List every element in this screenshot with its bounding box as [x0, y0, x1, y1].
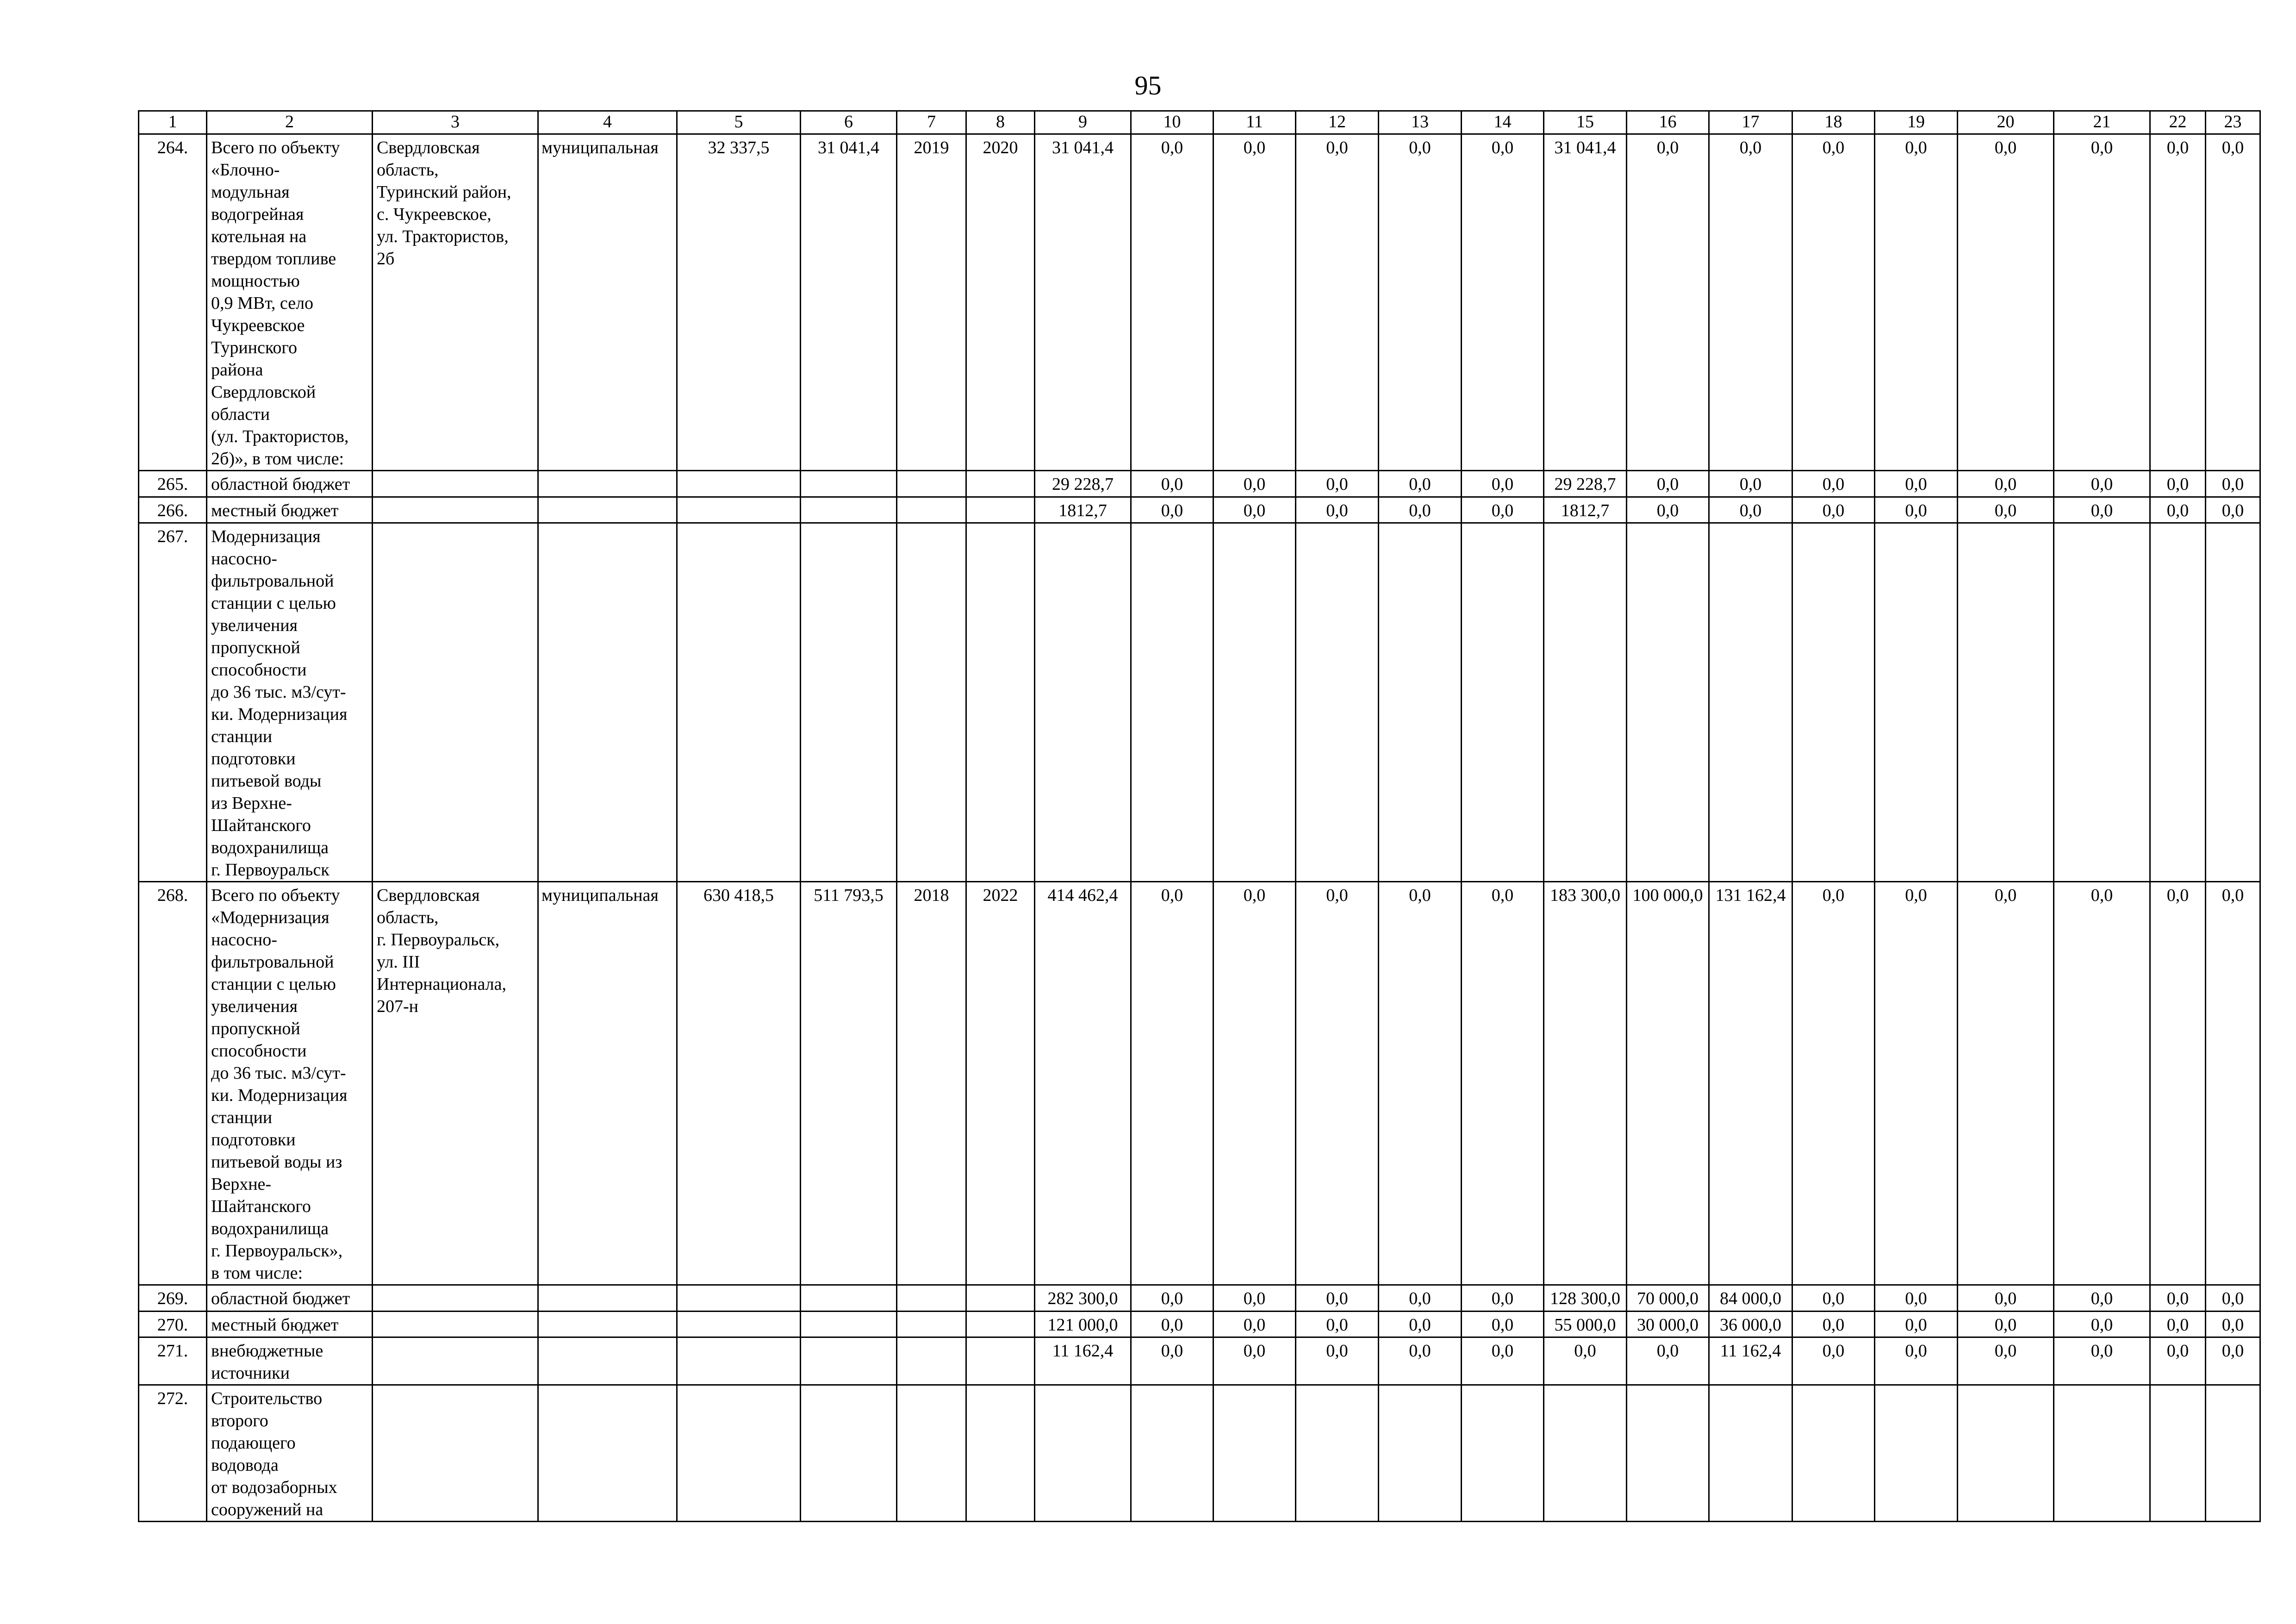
- table-cell: 0,0: [1296, 1312, 1379, 1337]
- table-row: [139, 497, 2260, 523]
- table-cell: 31 041,4: [1035, 134, 1131, 471]
- table-cell: 0,0: [1213, 1337, 1296, 1385]
- table-cell: [2054, 1385, 2150, 1522]
- table-cell: 30 000,0: [1627, 1312, 1709, 1337]
- table-cell: 100 000,0: [1627, 882, 1709, 1285]
- table-cell: [1379, 523, 1462, 882]
- table-cell: [1131, 1385, 1213, 1522]
- table-cell: [1875, 523, 1958, 882]
- table-cell: [1709, 523, 1792, 882]
- table-cell: 0,0: [2150, 471, 2206, 497]
- table-cell: [897, 1385, 966, 1522]
- table-cell: [897, 497, 966, 523]
- table-cell: [1627, 1385, 1709, 1522]
- table-cell: 0,0: [1131, 497, 1213, 523]
- table-cell: 282 300,0: [1035, 1285, 1131, 1312]
- table-cell: 0,0: [1462, 471, 1544, 497]
- table-cell: 0,0: [1296, 497, 1379, 523]
- table-cell: 0,0: [1792, 471, 1875, 497]
- column-header: 9: [1035, 111, 1131, 134]
- column-header: 4: [538, 111, 677, 134]
- table-cell: 511 793,5: [801, 882, 897, 1285]
- table-cell: 29 228,7: [1035, 471, 1131, 497]
- table-cell: [373, 523, 538, 882]
- table-cell: [677, 1285, 801, 1312]
- table-cell: 0,0: [2206, 882, 2260, 1285]
- table-row: [139, 523, 2260, 882]
- table-cell: 0,0: [1958, 1312, 2054, 1337]
- table-cell: [801, 497, 897, 523]
- table-cell: 0,0: [2054, 471, 2150, 497]
- table-cell: 0,0: [1131, 1337, 1213, 1385]
- table-cell: 128 300,0: [1544, 1285, 1627, 1312]
- table-cell: 11 162,4: [1035, 1337, 1131, 1385]
- table-cell: [1792, 1385, 1875, 1522]
- table-cell: 1812,7: [1544, 497, 1627, 523]
- table-cell: 1812,7: [1035, 497, 1131, 523]
- column-header: 2: [207, 111, 373, 134]
- table-cell: [1462, 1385, 1544, 1522]
- table-cell: 0,0: [1131, 134, 1213, 471]
- column-header: 13: [1379, 111, 1462, 134]
- table-cell: [677, 471, 801, 497]
- row-number-cell: 268.: [139, 882, 207, 1285]
- table-cell: [373, 1385, 538, 1522]
- column-header: 20: [1958, 111, 2054, 134]
- table-cell: 32 337,5: [677, 134, 801, 471]
- table-cell: [801, 1337, 897, 1385]
- table-row: [139, 882, 2260, 1285]
- row-number-cell: 272.: [139, 1385, 207, 1522]
- table-cell: [1296, 523, 1379, 882]
- table-cell: [1627, 523, 1709, 882]
- table-cell: 0,0: [1875, 882, 1958, 1285]
- table-cell: 630 418,5: [677, 882, 801, 1285]
- table-cell: 0,0: [1296, 1337, 1379, 1385]
- table-cell: 2020: [966, 134, 1035, 471]
- table-cell: 0,0: [1875, 471, 1958, 497]
- table-cell: 0,0: [1875, 1312, 1958, 1337]
- table-cell: [373, 497, 538, 523]
- table-cell: 0,0: [2150, 1312, 2206, 1337]
- table-cell: [1958, 523, 2054, 882]
- column-header: 17: [1709, 111, 1792, 134]
- table-cell: [897, 1285, 966, 1312]
- table-cell: [1131, 523, 1213, 882]
- table-cell: 0,0: [2054, 497, 2150, 523]
- table-cell: 0,0: [2206, 497, 2260, 523]
- table-cell: 0,0: [2054, 1285, 2150, 1312]
- table-cell: [538, 1385, 677, 1522]
- table-cell: [966, 1285, 1035, 1312]
- column-header: 12: [1296, 111, 1379, 134]
- column-header: 11: [1213, 111, 1296, 134]
- row-number-cell: 264.: [139, 134, 207, 471]
- table-cell: муниципальная: [538, 134, 677, 471]
- table-cell: 0,0: [1792, 1337, 1875, 1385]
- row-number-cell: 270.: [139, 1312, 207, 1337]
- table-cell: 0,0: [1958, 471, 2054, 497]
- table-cell: 0,0: [1875, 134, 1958, 471]
- table-cell: 55 000,0: [1544, 1312, 1627, 1337]
- table-cell: [897, 1312, 966, 1337]
- table-cell: [373, 1337, 538, 1385]
- column-header: 7: [897, 111, 966, 134]
- table-cell: 0,0: [1709, 471, 1792, 497]
- table-cell: 0,0: [1792, 882, 1875, 1285]
- table-cell: 0,0: [1462, 882, 1544, 1285]
- table-cell: [801, 1312, 897, 1337]
- table-cell: 0,0: [1131, 471, 1213, 497]
- table-cell: 0,0: [1958, 1285, 2054, 1312]
- table-cell: 0,0: [2206, 1285, 2260, 1312]
- table-cell: 0,0: [1379, 471, 1462, 497]
- table-cell: 0,0: [2150, 1285, 2206, 1312]
- table-cell: 0,0: [1296, 471, 1379, 497]
- column-header: 14: [1462, 111, 1544, 134]
- table-cell: 0,0: [1296, 134, 1379, 471]
- table-cell: 0,0: [2206, 1312, 2260, 1337]
- table-cell: Модернизация насосно- фильтровальной станции с целью увеличения пропускной способности до 36 тыс. м3/сут- ки. Модернизация станции подготовки питьевой воды из Верхне- Шайтанского водохранилища г. Первоуральск: [207, 523, 373, 882]
- table-cell: 0,0: [1627, 497, 1709, 523]
- table-cell: 131 162,4: [1709, 882, 1792, 1285]
- table-row: [139, 1285, 2260, 1312]
- table-cell: 0,0: [1379, 1337, 1462, 1385]
- table-cell: 0,0: [1958, 134, 2054, 471]
- column-header: 23: [2206, 111, 2260, 134]
- table-cell: [538, 1337, 677, 1385]
- table-cell: [677, 1312, 801, 1337]
- table-cell: 0,0: [1544, 1337, 1627, 1385]
- table-cell: [1544, 1385, 1627, 1522]
- table-cell: муниципальная: [538, 882, 677, 1285]
- table-cell: 0,0: [1792, 497, 1875, 523]
- table-cell: Всего по объекту «Модернизация насосно- фильтровальной станции с целью увеличения пропускной способности до 36 тыс. м3/сут- ки. Модернизация станции подготовки питьевой воды из Верхне- Шайтанского водохранилища г. Первоуральск», в том числе:: [207, 882, 373, 1285]
- table-cell: 0,0: [2150, 497, 2206, 523]
- table-row: [139, 471, 2260, 497]
- table-cell: [1035, 523, 1131, 882]
- table-cell: [1379, 1385, 1462, 1522]
- table-cell: [801, 523, 897, 882]
- table-cell: [1709, 1385, 1792, 1522]
- column-header: 6: [801, 111, 897, 134]
- table-cell: 2019: [897, 134, 966, 471]
- table-cell: 0,0: [1792, 134, 1875, 471]
- table-cell: областной бюджет: [207, 471, 373, 497]
- table-cell: 0,0: [1131, 1285, 1213, 1312]
- column-header: 16: [1627, 111, 1709, 134]
- table-cell: [966, 1385, 1035, 1522]
- table-cell: 0,0: [1709, 134, 1792, 471]
- document-table: [138, 110, 2261, 1522]
- table-cell: [1875, 1385, 1958, 1522]
- table-row: [139, 1337, 2260, 1385]
- table-cell: Строительство второго подающего водовода от водозаборных сооружений на: [207, 1385, 373, 1522]
- table-cell: [373, 1312, 538, 1337]
- table-cell: [677, 497, 801, 523]
- row-number-cell: 269.: [139, 1285, 207, 1312]
- table-cell: 0,0: [1958, 497, 2054, 523]
- table-cell: 0,0: [1379, 497, 1462, 523]
- table-cell: 0,0: [1958, 1337, 2054, 1385]
- table-cell: [2206, 1385, 2260, 1522]
- table-cell: [2150, 523, 2206, 882]
- table-cell: местный бюджет: [207, 1312, 373, 1337]
- table-cell: [2054, 523, 2150, 882]
- table-cell: 0,0: [1627, 471, 1709, 497]
- table-cell: 29 228,7: [1544, 471, 1627, 497]
- table-cell: 0,0: [1379, 1285, 1462, 1312]
- table-cell: 0,0: [1213, 471, 1296, 497]
- table-cell: 0,0: [2054, 1337, 2150, 1385]
- table-cell: [1296, 1385, 1379, 1522]
- column-header: 8: [966, 111, 1035, 134]
- table-cell: 0,0: [1462, 1337, 1544, 1385]
- table-cell: [966, 471, 1035, 497]
- table-cell: [538, 1312, 677, 1337]
- table-cell: 0,0: [1213, 134, 1296, 471]
- table-cell: 0,0: [1213, 1285, 1296, 1312]
- table-cell: 0,0: [1213, 497, 1296, 523]
- table-cell: 0,0: [1875, 497, 1958, 523]
- table-cell: 0,0: [1379, 882, 1462, 1285]
- table-cell: 0,0: [1131, 882, 1213, 1285]
- table-cell: [1213, 1385, 1296, 1522]
- table-cell: [2206, 523, 2260, 882]
- table-cell: [801, 1285, 897, 1312]
- table-row: [139, 1312, 2260, 1337]
- table-cell: 84 000,0: [1709, 1285, 1792, 1312]
- table-cell: 0,0: [1709, 497, 1792, 523]
- table-cell: [1035, 1385, 1131, 1522]
- column-header: 5: [677, 111, 801, 134]
- table-cell: [897, 471, 966, 497]
- table-cell: 0,0: [2206, 134, 2260, 471]
- table-cell: 0,0: [1379, 134, 1462, 471]
- table-cell: 0,0: [1792, 1285, 1875, 1312]
- table-cell: 0,0: [1462, 134, 1544, 471]
- table-cell: 0,0: [1958, 882, 2054, 1285]
- table-cell: [538, 523, 677, 882]
- table-cell: 70 000,0: [1627, 1285, 1709, 1312]
- table-cell: Свердловская область, Туринский район, с. Чукреевское, ул. Трактористов, 2б: [373, 134, 538, 471]
- table-cell: [1544, 523, 1627, 882]
- table-cell: 0,0: [1792, 1312, 1875, 1337]
- table-cell: 0,0: [1379, 1312, 1462, 1337]
- table-cell: [966, 523, 1035, 882]
- table-cell: 36 000,0: [1709, 1312, 1792, 1337]
- table-cell: 0,0: [1213, 882, 1296, 1285]
- table-cell: 0,0: [2054, 134, 2150, 471]
- table-cell: [966, 1312, 1035, 1337]
- table-cell: [1213, 523, 1296, 882]
- document-table-container: [138, 110, 2261, 1522]
- table-cell: [801, 1385, 897, 1522]
- column-header: 3: [373, 111, 538, 134]
- table-cell: [677, 1385, 801, 1522]
- table-cell: 2022: [966, 882, 1035, 1285]
- table-cell: 0,0: [2054, 882, 2150, 1285]
- table-cell: [373, 471, 538, 497]
- table-cell: Всего по объекту «Блочно- модульная водогрейная котельная на твердом топливе мощностью 0,9 МВт, село Чукреевское Туринского района Свердловской области (ул. Трактористов, 2б)», в том числе:: [207, 134, 373, 471]
- table-cell: 0,0: [1131, 1312, 1213, 1337]
- table-cell: [538, 471, 677, 497]
- table-cell: 0,0: [1462, 1285, 1544, 1312]
- row-number-cell: 271.: [139, 1337, 207, 1385]
- table-cell: [538, 497, 677, 523]
- row-number-cell: 267.: [139, 523, 207, 882]
- table-cell: [677, 523, 801, 882]
- table-cell: местный бюджет: [207, 497, 373, 523]
- table-cell: 0,0: [2206, 1337, 2260, 1385]
- table-row: [139, 134, 2260, 471]
- table-cell: 0,0: [1213, 1312, 1296, 1337]
- column-header: 19: [1875, 111, 1958, 134]
- table-cell: [966, 1337, 1035, 1385]
- table-cell: 31 041,4: [801, 134, 897, 471]
- row-number-cell: 265.: [139, 471, 207, 497]
- table-cell: 0,0: [1296, 882, 1379, 1285]
- column-header: 1: [139, 111, 207, 134]
- table-cell: [801, 471, 897, 497]
- table-cell: [1792, 523, 1875, 882]
- page-number: 95: [1134, 70, 1162, 100]
- table-cell: 0,0: [2150, 882, 2206, 1285]
- table-cell: [373, 1285, 538, 1312]
- column-header: 15: [1544, 111, 1627, 134]
- table-cell: 0,0: [2150, 134, 2206, 471]
- table-cell: [1958, 1385, 2054, 1522]
- column-header: 22: [2150, 111, 2206, 134]
- table-cell: 11 162,4: [1709, 1337, 1792, 1385]
- table-cell: 0,0: [1875, 1285, 1958, 1312]
- table-cell: областной бюджет: [207, 1285, 373, 1312]
- table-cell: 0,0: [2150, 1337, 2206, 1385]
- table-cell: 183 300,0: [1544, 882, 1627, 1285]
- table-cell: [897, 523, 966, 882]
- table-cell: [2150, 1385, 2206, 1522]
- table-cell: внебюджетные источники: [207, 1337, 373, 1385]
- table-cell: 31 041,4: [1544, 134, 1627, 471]
- table-cell: 0,0: [2206, 471, 2260, 497]
- table-cell: [897, 1337, 966, 1385]
- table-cell: 0,0: [1627, 134, 1709, 471]
- table-cell: 121 000,0: [1035, 1312, 1131, 1337]
- table-cell: [677, 1337, 801, 1385]
- table-cell: 0,0: [1875, 1337, 1958, 1385]
- row-number-cell: 266.: [139, 497, 207, 523]
- column-header: 18: [1792, 111, 1875, 134]
- table-cell: Свердловская область, г. Первоуральск, ул. III Интернационала, 207-н: [373, 882, 538, 1285]
- column-header: 10: [1131, 111, 1213, 134]
- table-cell: 0,0: [1462, 1312, 1544, 1337]
- table-cell: 0,0: [1462, 497, 1544, 523]
- table-cell: 414 462,4: [1035, 882, 1131, 1285]
- table-cell: 0,0: [1627, 1337, 1709, 1385]
- table-cell: [1462, 523, 1544, 882]
- table-cell: 0,0: [1296, 1285, 1379, 1312]
- table-header-row: [139, 111, 2260, 134]
- table-row: [139, 1385, 2260, 1522]
- table-cell: 2018: [897, 882, 966, 1285]
- table-cell: [966, 497, 1035, 523]
- column-header: 21: [2054, 111, 2150, 134]
- table-cell: [538, 1285, 677, 1312]
- table-cell: 0,0: [2054, 1312, 2150, 1337]
